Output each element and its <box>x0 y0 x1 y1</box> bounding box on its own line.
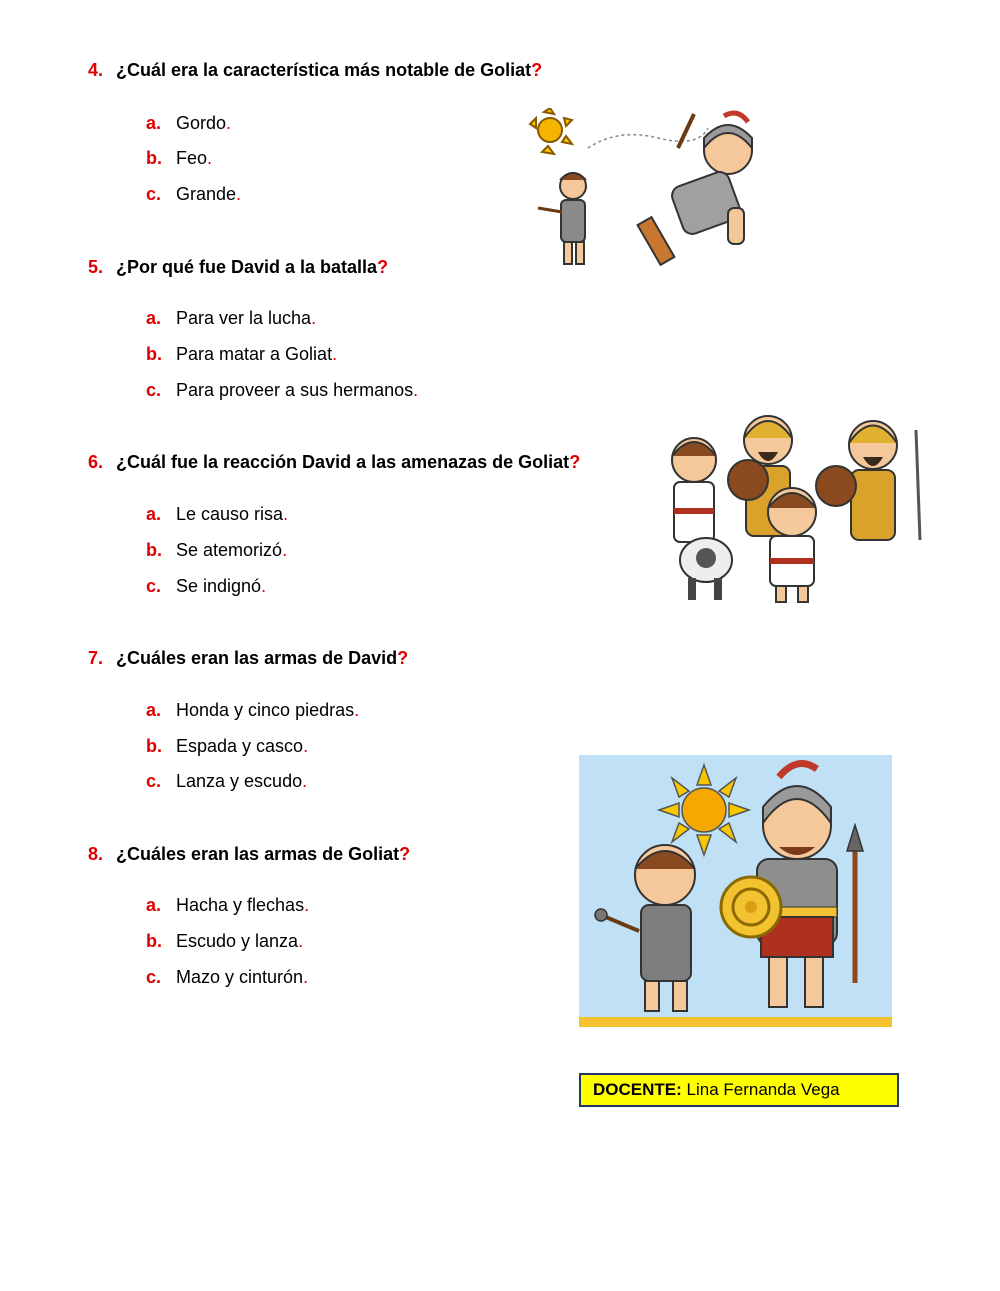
david-soldiers-illustration <box>658 390 938 608</box>
question-5-option-a[interactable]: a. Para ver la lucha. <box>146 308 317 328</box>
question-7-option-a[interactable]: a. Honda y cinco piedras. <box>146 700 360 720</box>
teacher-box <box>579 1073 899 1107</box>
question-8-option-b[interactable]: b. Escudo y lanza. <box>146 931 304 951</box>
question-6-option-b[interactable]: b. Se atemorizó. <box>146 540 288 560</box>
david-figure <box>768 488 816 602</box>
sun-icon <box>530 108 572 154</box>
question-5-option-b[interactable]: b. Para matar a Goliat. <box>146 344 338 364</box>
question-4: 4. ¿Cuál era la característica más notable de Goliat? <box>88 60 543 80</box>
sun-icon <box>659 765 749 855</box>
question-7-option-b[interactable]: b. Espada y casco. <box>146 736 309 756</box>
question-6-option-a[interactable]: a. Le causo risa. <box>146 504 289 524</box>
question-4-option-c[interactable]: c. Grande. <box>146 184 242 204</box>
question-5: 5. ¿Por qué fue David a la batalla? <box>88 257 389 277</box>
question-7: 7. ¿Cuáles eran las armas de David? <box>88 648 409 668</box>
teacher-label: DOCENTE: <box>593 1080 682 1099</box>
question-7-option-c[interactable]: c. Lanza y escudo. <box>146 771 308 791</box>
shield-icon <box>721 877 781 937</box>
soldier-right <box>849 421 920 540</box>
boy-left <box>672 438 716 542</box>
david-goliath-illustration-2 <box>579 755 892 1027</box>
question-5-option-c[interactable]: c. Para proveer a sus hermanos. <box>146 380 419 400</box>
question-8-option-c[interactable]: c. Mazo y cinturón. <box>146 967 309 987</box>
question-8: 8. ¿Cuáles eran las armas de Goliat? <box>88 844 411 864</box>
sheep-icon <box>680 538 732 600</box>
question-4-option-a[interactable]: a. Gordo. <box>146 113 232 133</box>
question-4-option-b[interactable]: b. Feo. <box>146 148 213 168</box>
david-figure <box>538 173 586 264</box>
question-8-option-a[interactable]: a. Hacha y flechas. <box>146 895 310 915</box>
shield-icon <box>816 466 856 506</box>
shield-icon <box>728 460 768 500</box>
teacher-name: Lina Fernanda Vega <box>681 1080 840 1099</box>
david-goliath-illustration-1 <box>528 108 768 280</box>
question-6-option-c[interactable]: c. Se indignó. <box>146 576 267 596</box>
question-6: 6. ¿Cuál fue la reacción David a las amenazas de Goliat? <box>88 452 581 472</box>
goliath-figure <box>638 113 752 265</box>
